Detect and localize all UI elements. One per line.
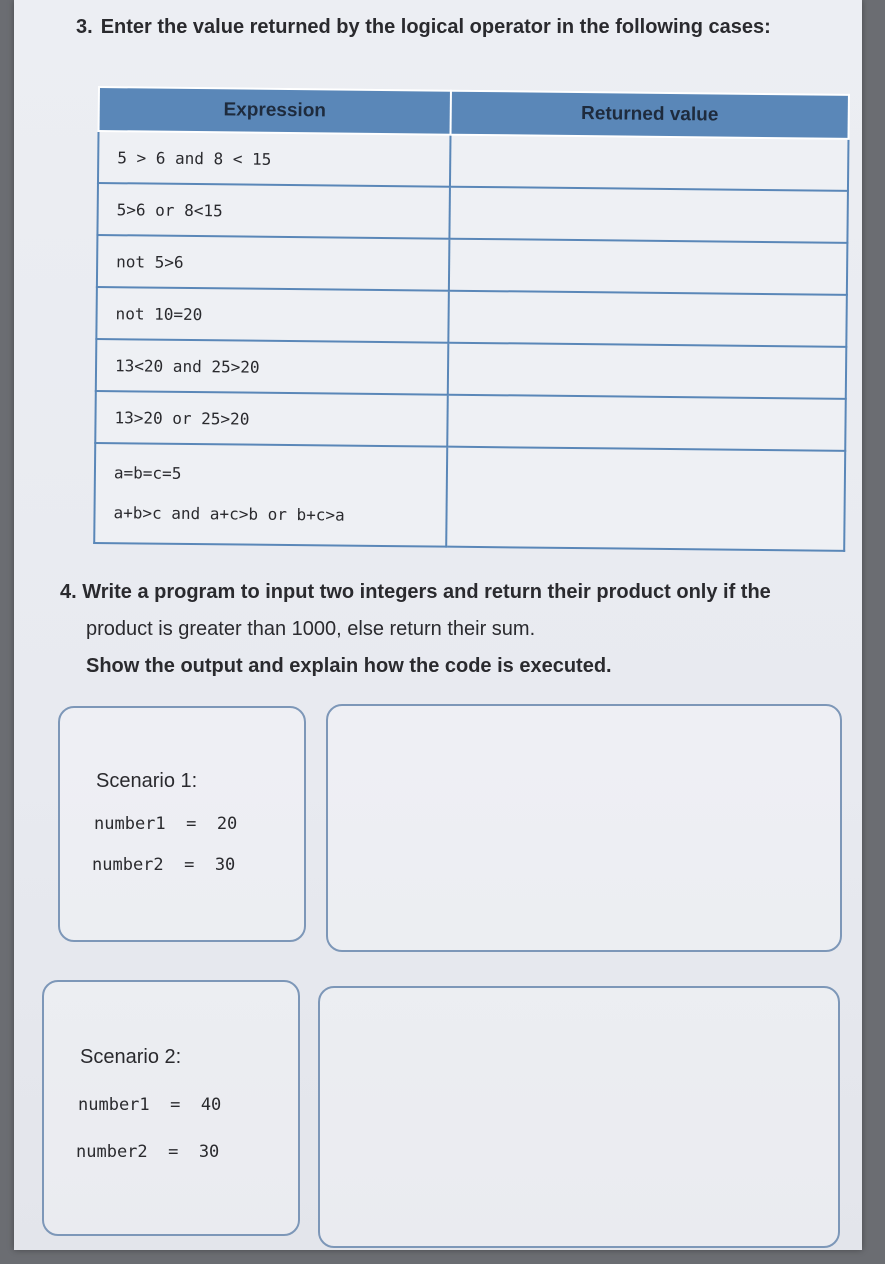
question-3-heading [76,16,836,39]
returned-value-cell[interactable] [448,343,847,399]
table-row [97,183,848,243]
scenario-1-number1: number1 = 20 [94,814,238,834]
expression-cell: not 10=20 [96,287,449,343]
question-4-line-2: product is greater than 1000, else return their sum. [86,618,536,640]
returned-value-cell[interactable] [449,187,848,243]
table-row [96,339,847,399]
returned-value-cell[interactable] [447,395,846,451]
scenario-1-answer-box[interactable] [326,704,842,952]
expression-cell: 13<20 and 25>20 [96,339,449,395]
returned-value-cell[interactable] [446,447,845,551]
table-row [97,235,848,295]
expression-line-2: a+b>c and a+c>b or b+c>a [113,503,345,525]
worksheet-page [14,0,862,1250]
question-4-line-1 [60,574,820,611]
expression-cell: 5>6 or 8<15 [97,183,450,239]
logical-operator-table [93,86,850,552]
question-4-number: 4. [60,581,77,603]
expression-line-1: a=b=c=5 [113,463,182,483]
scenario-2-answer-box[interactable] [318,986,840,1248]
question-4-line-3: Show the output and explain how the code is executed. [86,655,612,677]
header-expression: Expression [99,87,451,135]
question-4-text: Write a program to input two integers and return their product only if the [82,581,771,603]
expression-cell [94,443,447,547]
table-row [98,131,849,191]
expression-cell: 13>20 or 25>20 [95,391,448,447]
table-row [96,287,847,347]
scenario-2-number1: number1 = 40 [78,1095,222,1115]
scenario-1-number2: number2 = 30 [92,855,236,875]
header-returned-value: Returned value [451,91,849,139]
returned-value-cell[interactable] [449,239,848,295]
expression-cell: not 5>6 [97,235,450,291]
returned-value-cell[interactable] [450,135,849,191]
table-row [95,391,846,451]
scenario-1-title: Scenario 1: [96,770,198,792]
scenario-2-number2: number2 = 30 [76,1142,220,1162]
question-3-number: 3. [76,16,93,38]
question-4 [60,574,820,685]
returned-value-cell[interactable] [448,291,847,347]
expression-cell: 5 > 6 and 8 < 15 [98,131,451,187]
table-header-row [99,87,849,139]
question-3-text: Enter the value returned by the logical operator in the following cases: [100,16,771,38]
scenario-2-title: Scenario 2: [80,1046,182,1068]
table-row [94,443,845,551]
